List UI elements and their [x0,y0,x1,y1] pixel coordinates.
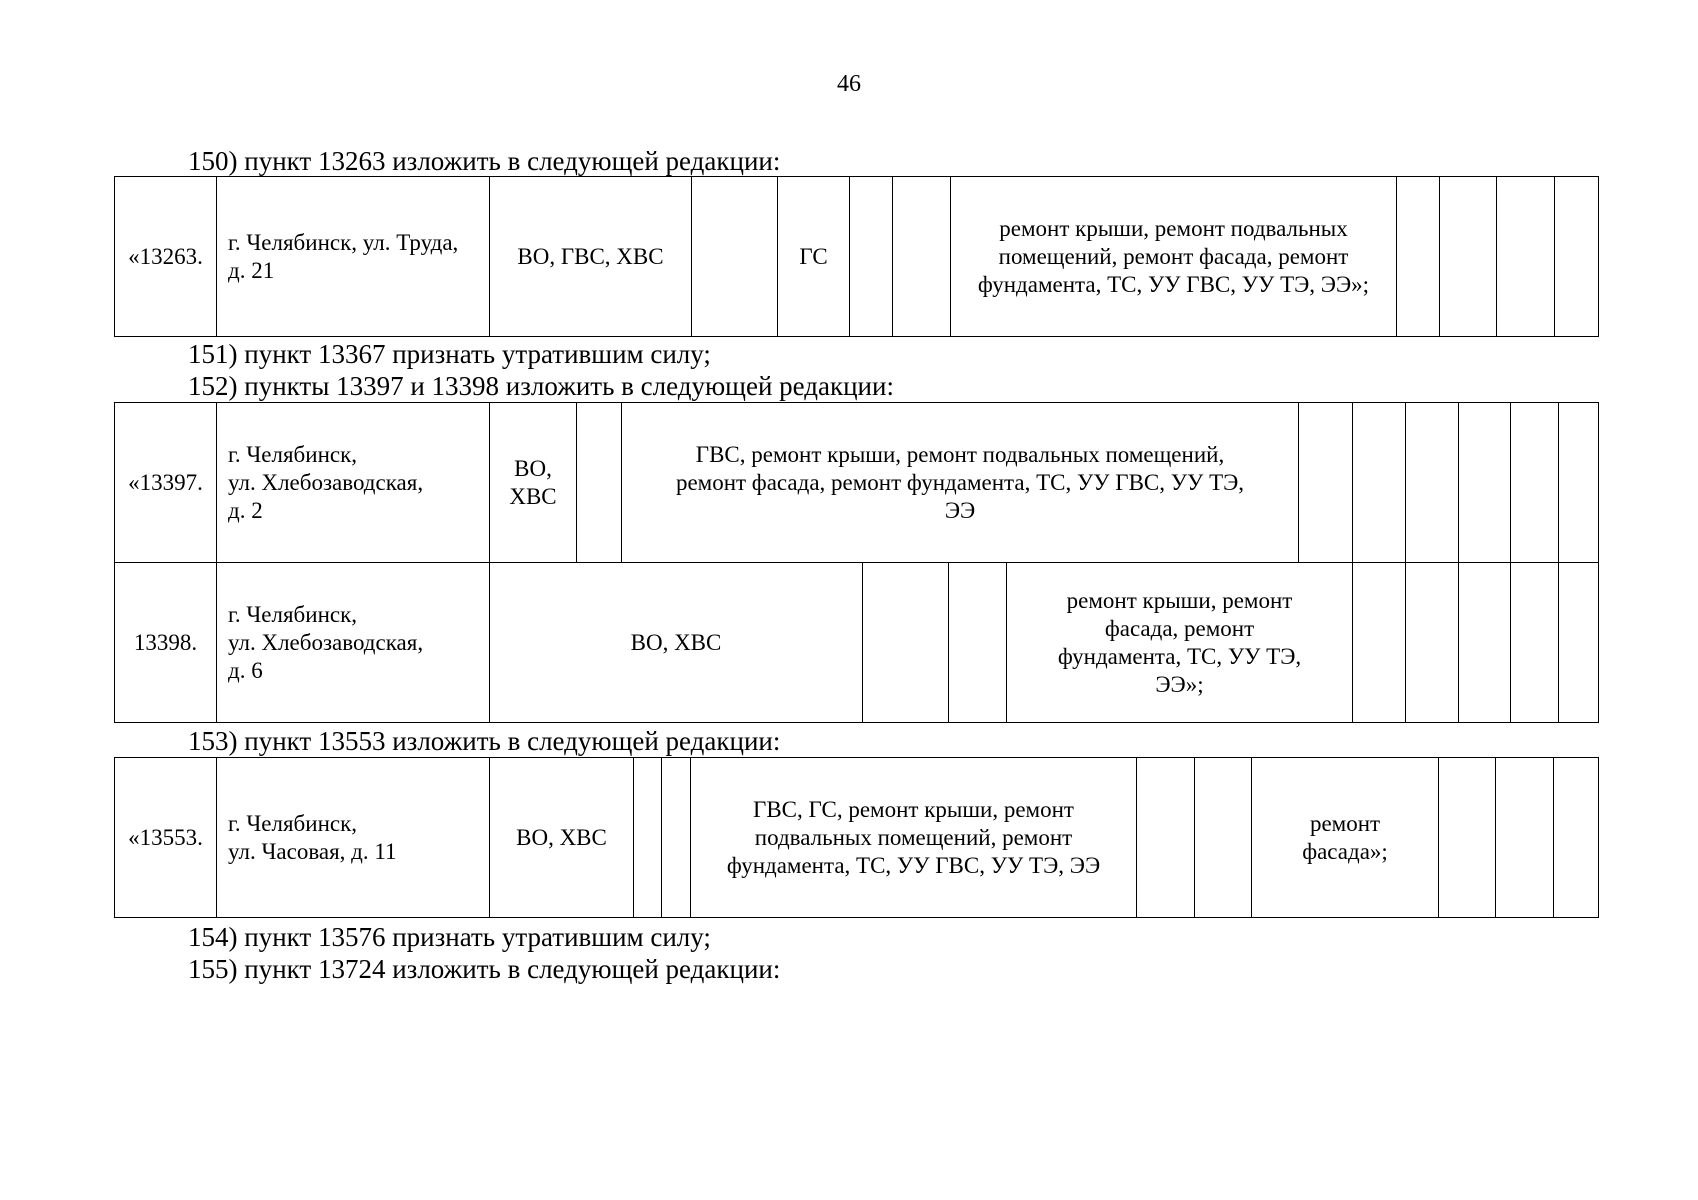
table-row [115,758,1599,918]
empty-cell [1406,563,1459,723]
services-cell [490,403,577,563]
address-cell [217,758,490,918]
item-number-cell [115,758,217,918]
empty-cell [1496,758,1554,918]
empty-cell [1511,403,1559,563]
address-line-1: г. Челябинск, [228,601,358,627]
table-13397-13398 [114,402,1599,723]
address-cell [217,403,490,563]
paragraph-151: 151) пункт 13367 признать утратившим силу; [188,339,711,369]
address-line-3: д. 2 [228,497,263,523]
services-text: ВО, ХВС [630,629,722,655]
empty-cell [1459,563,1511,723]
works-cell [691,758,1137,918]
address-line-1: г. Челябинск, [228,810,358,836]
address-line-3: д. 6 [228,657,263,683]
empty-cell [1497,177,1555,337]
works-line-2: подвальных помещений, ремонт [754,824,1073,850]
empty-cell [692,177,778,337]
item-number: 13398. [133,629,198,655]
works-line-1: ремонт крыши, ремонт подвальных [999,215,1348,241]
empty-cell [1353,563,1406,723]
address-line-2: д. 21 [228,257,275,283]
table-row [115,563,1599,723]
empty-cell [634,758,662,918]
table-13263 [114,176,1599,337]
works-line-3: фундамента, ТС, УУ ГВС, УУ ТЭ, ЭЭ»; [977,271,1370,297]
empty-cell [1397,177,1440,337]
facade-line-2: фасада»; [1302,838,1388,864]
table-row [115,177,1599,337]
empty-cell [1559,403,1599,563]
works-cell [622,403,1299,563]
empty-cell [893,177,951,337]
services-text: ВО, ХВС [516,824,607,850]
services-line-2: ХВС [509,483,557,509]
works-cell [951,177,1397,337]
gs-cell [778,177,850,337]
item-number-cell [115,177,217,337]
empty-cell [662,758,691,918]
address-cell [217,563,490,723]
works-line-1: ремонт крыши, ремонт [1066,587,1293,613]
empty-cell [1137,758,1195,918]
empty-cell [1299,403,1353,563]
empty-cell [1555,177,1599,337]
works-line-1: ГВС, ГС, ремонт крыши, ремонт [753,796,1074,822]
paragraph-154: 154) пункт 13576 признать утратившим силу; [188,922,711,952]
address-line-1: г. Челябинск, [228,441,358,467]
empty-cell [850,177,893,337]
empty-cell [577,403,622,563]
item-number: «13263. [128,243,203,269]
table-13553 [114,757,1599,918]
page-number: 46 [837,71,861,97]
empty-cell [863,563,949,723]
empty-cell [1439,758,1496,918]
empty-cell [1459,403,1511,563]
works-line-2: помещений, ремонт фасада, ремонт [998,243,1349,269]
works-line-2: ремонт фасада, ремонт фундамента, ТС, УУ ГВС, УУ ТЭ, [675,469,1245,495]
paragraph-152: 152) пункты 13397 и 13398 изложить в следующей редакции: [188,371,894,401]
empty-cell [1195,758,1252,918]
services-cell [490,758,634,918]
address-line-2: ул. Часовая, д. 11 [228,838,397,864]
item-number: «13397. [128,469,203,495]
empty-cell [1406,403,1459,563]
item-number-cell [115,403,217,563]
facade-cell [1252,758,1439,918]
paragraph-155: 155) пункт 13724 изложить в следующей редакции: [188,954,781,984]
table-row [115,403,1599,563]
gs-text: ГС [799,243,828,269]
address-cell [217,177,490,337]
services-line-1: ВО, [514,455,552,481]
services-text: ВО, ГВС, ХВС [517,243,664,269]
facade-line-1: ремонт [1309,810,1381,836]
item-number-cell [115,563,217,723]
empty-cell [949,563,1007,723]
empty-cell [1554,758,1599,918]
works-line-3: фундамента, ТС, УУ ГВС, УУ ТЭ, ЭЭ [726,852,1101,878]
empty-cell [1440,177,1497,337]
works-line-3: фундамента, ТС, УУ ТЭ, [1057,643,1302,669]
address-line-2: ул. Хлебозаводская, [228,469,424,495]
works-line-3: ЭЭ [944,497,976,523]
empty-cell [1511,563,1559,723]
works-line-4: ЭЭ»; [1155,671,1204,697]
works-cell [1007,563,1353,723]
services-cell [490,563,863,723]
empty-cell [1559,563,1599,723]
services-cell [490,177,692,337]
address-line-1: г. Челябинск, ул. Труда, [228,229,459,255]
works-line-1: ГВС, ремонт крыши, ремонт подвальных помещений, [695,441,1225,467]
empty-cell [1353,403,1406,563]
works-line-2: фасада, ремонт [1104,615,1255,641]
item-number: «13553. [128,824,203,850]
address-line-2: ул. Хлебозаводская, [228,629,424,655]
paragraph-153: 153) пункт 13553 изложить в следующей редакции: [188,726,781,756]
paragraph-150: 150) пункт 13263 изложить в следующей редакции: [188,146,781,176]
